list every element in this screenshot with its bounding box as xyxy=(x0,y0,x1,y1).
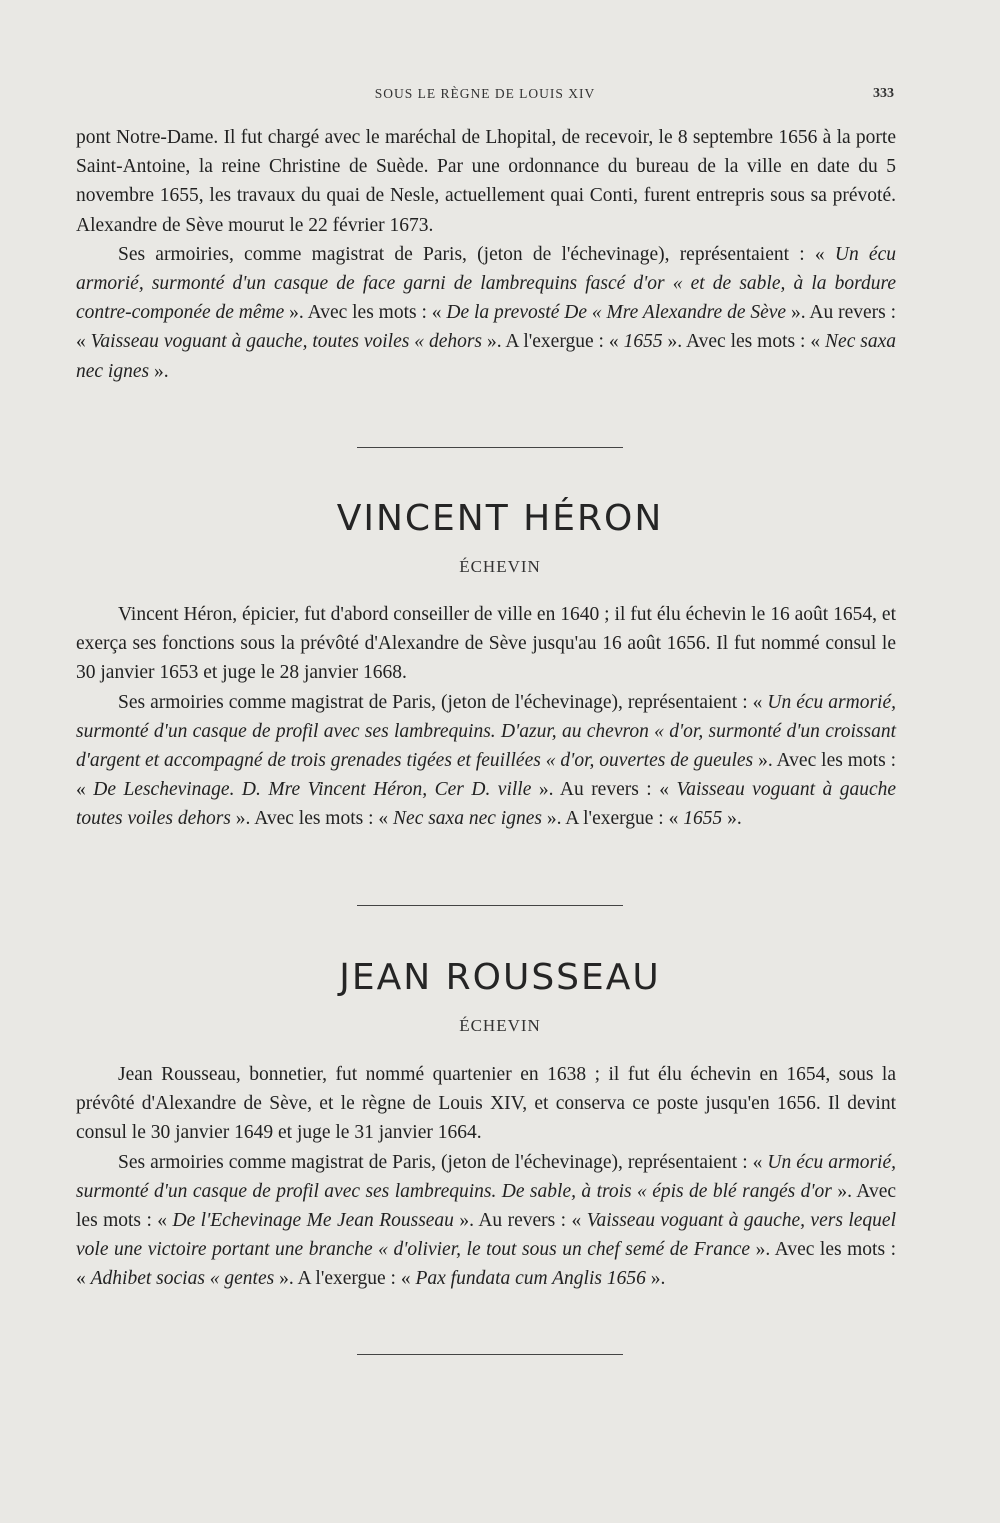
text-run: ». xyxy=(722,808,742,830)
text-run: ». Au revers : « xyxy=(76,302,896,353)
text-run: ». A l'exergue : « xyxy=(482,331,624,353)
text-run: ». Au revers : « xyxy=(453,1210,587,1232)
italic-run: Nec saxa nec ignes xyxy=(76,331,897,382)
text-run: ». Avec les mots : « xyxy=(76,1180,897,1232)
section-subtitle-heron: ÉCHEVIN xyxy=(459,557,541,576)
rousseau-paragraph-1: Jean Rousseau, bonnetier, fut nommé quartenier en 1638 ; il fut élu échevin en 1654, sous la prévôté d'Alexandre de Sève, et le règne de Louis XIV, et conserva ce poste jusqu'en 1656. Il devint consul le 30 janvier 1649 et juge le 31 janvier 1664. xyxy=(76,1064,896,1144)
italic-run: Vaisseau voguant à gauche, vers lequel vole une victoire portant une branche « d'olivier, le tout sous un chef semé de France xyxy=(76,1210,896,1261)
intro-paragraph-2 xyxy=(76,240,896,386)
heron-text xyxy=(76,600,896,834)
italic-run: 1655 xyxy=(683,808,723,830)
section-title-heron: VINCENT HÉRON xyxy=(336,498,664,539)
text-run: ». Avec les mots : « xyxy=(76,750,896,801)
text-run: Ses armoiries, comme magistrat de Paris, (jeton de l'échevinage), représentaient : « xyxy=(118,243,835,265)
heron-paragraph-1: Vincent Héron, épicier, fut d'abord conseiller de ville en 1640 ; il fut élu échevin le 16 août 1654, et exerça ses fonctions sous la prévôté d'Alexandre de Sève jusqu'au 16 août 1656. Il fut nommé consul le 30 janvier 1653 et juge le 28 janvier 1668. xyxy=(76,604,896,684)
italic-run: Un écu armorié, surmonté d'un casque de profil avec ses lambrequins. D'azur, au chevron « d'or, surmonté d'un croissant d'argent et accompagné de trois grenades tigées et feuillées « d'or, ouvertes de gueules xyxy=(76,691,896,772)
section-subtitle-rousseau: ÉCHEVIN xyxy=(459,1016,541,1035)
text-run: ». Au revers : « xyxy=(531,779,677,801)
intro-paragraph-1: pont Notre-Dame. Il fut chargé avec le maréchal de Lhopital, de recevoir, le 8 septembre 1656 à la porte Saint-Antoine, la reine Christine de Suède. Par une ordonnance du bureau de la ville en date du 5 novembre 1655, les travaux du quai de Nesle, actuellement quai Conti, furent entrepris sous sa prévoté. Alexandre de Sève mourut le 22 février 1673. xyxy=(76,127,896,236)
italic-run: Nec saxa nec ignes xyxy=(393,808,542,830)
text-run: ». Avec les mots : « xyxy=(284,302,447,324)
italic-run: De Leschevinage. D. Mre Vincent Héron, Cer D. ville xyxy=(93,779,532,801)
rousseau-text xyxy=(76,1060,896,1294)
text-run: ». xyxy=(645,1268,666,1290)
text-run: ». Avec les mots : « xyxy=(76,1239,896,1290)
italic-run: Pax fundata cum Anglis 1656 xyxy=(415,1268,646,1290)
text-run: ». xyxy=(149,360,169,382)
italic-run: Un écu armorié, surmonté d'un casque de profil avec ses lambrequins. De sable, à trois « épis de blé rangés d'or xyxy=(76,1151,896,1202)
separator-rule xyxy=(357,905,623,906)
text-run: ». A l'exergue : « xyxy=(274,1268,416,1290)
page-number: 333 xyxy=(873,86,894,101)
italic-run: Vaisseau voguant à gauche toutes voiles dehors xyxy=(76,779,897,830)
italic-run: Adhibet socias « gentes xyxy=(90,1268,275,1290)
rousseau-paragraph-2 xyxy=(76,1148,896,1294)
separator-rule xyxy=(357,447,623,448)
italic-run: Vaisseau voguant à gauche, toutes voiles « dehors xyxy=(90,331,483,353)
text-run: ». A l'exergue : « xyxy=(541,808,684,830)
text-run: ». Avec les mots : « xyxy=(230,808,394,830)
italic-run: 1655 xyxy=(623,331,663,353)
text-run: Ses armoiries comme magistrat de Paris, (jeton de l'échevinage), représentaient : « xyxy=(118,691,768,713)
italic-run: De l'Echevinage Me Jean Rousseau xyxy=(172,1210,454,1232)
italic-run: De la prevosté De « Mre Alexandre de Sève xyxy=(446,302,787,324)
heron-paragraph-2 xyxy=(76,688,896,834)
text-run: ». Avec les mots : « xyxy=(662,331,826,353)
section-title-rousseau: JEAN ROUSSEAU xyxy=(339,957,661,998)
running-title: SOUS LE RÈGNE DE LOUIS XIV xyxy=(374,86,596,101)
intro-text xyxy=(76,123,896,386)
italic-run: Un écu armorié, surmonté d'un casque de face garni de lambrequins fascé d'or « et de sable, à la bordure contre-componée de même xyxy=(76,243,896,324)
text-run: Ses armoiries comme magistrat de Paris, (jeton de l'échevinage), représentaient : « xyxy=(118,1151,768,1173)
running-head xyxy=(76,86,894,110)
separator-rule xyxy=(357,1354,623,1355)
